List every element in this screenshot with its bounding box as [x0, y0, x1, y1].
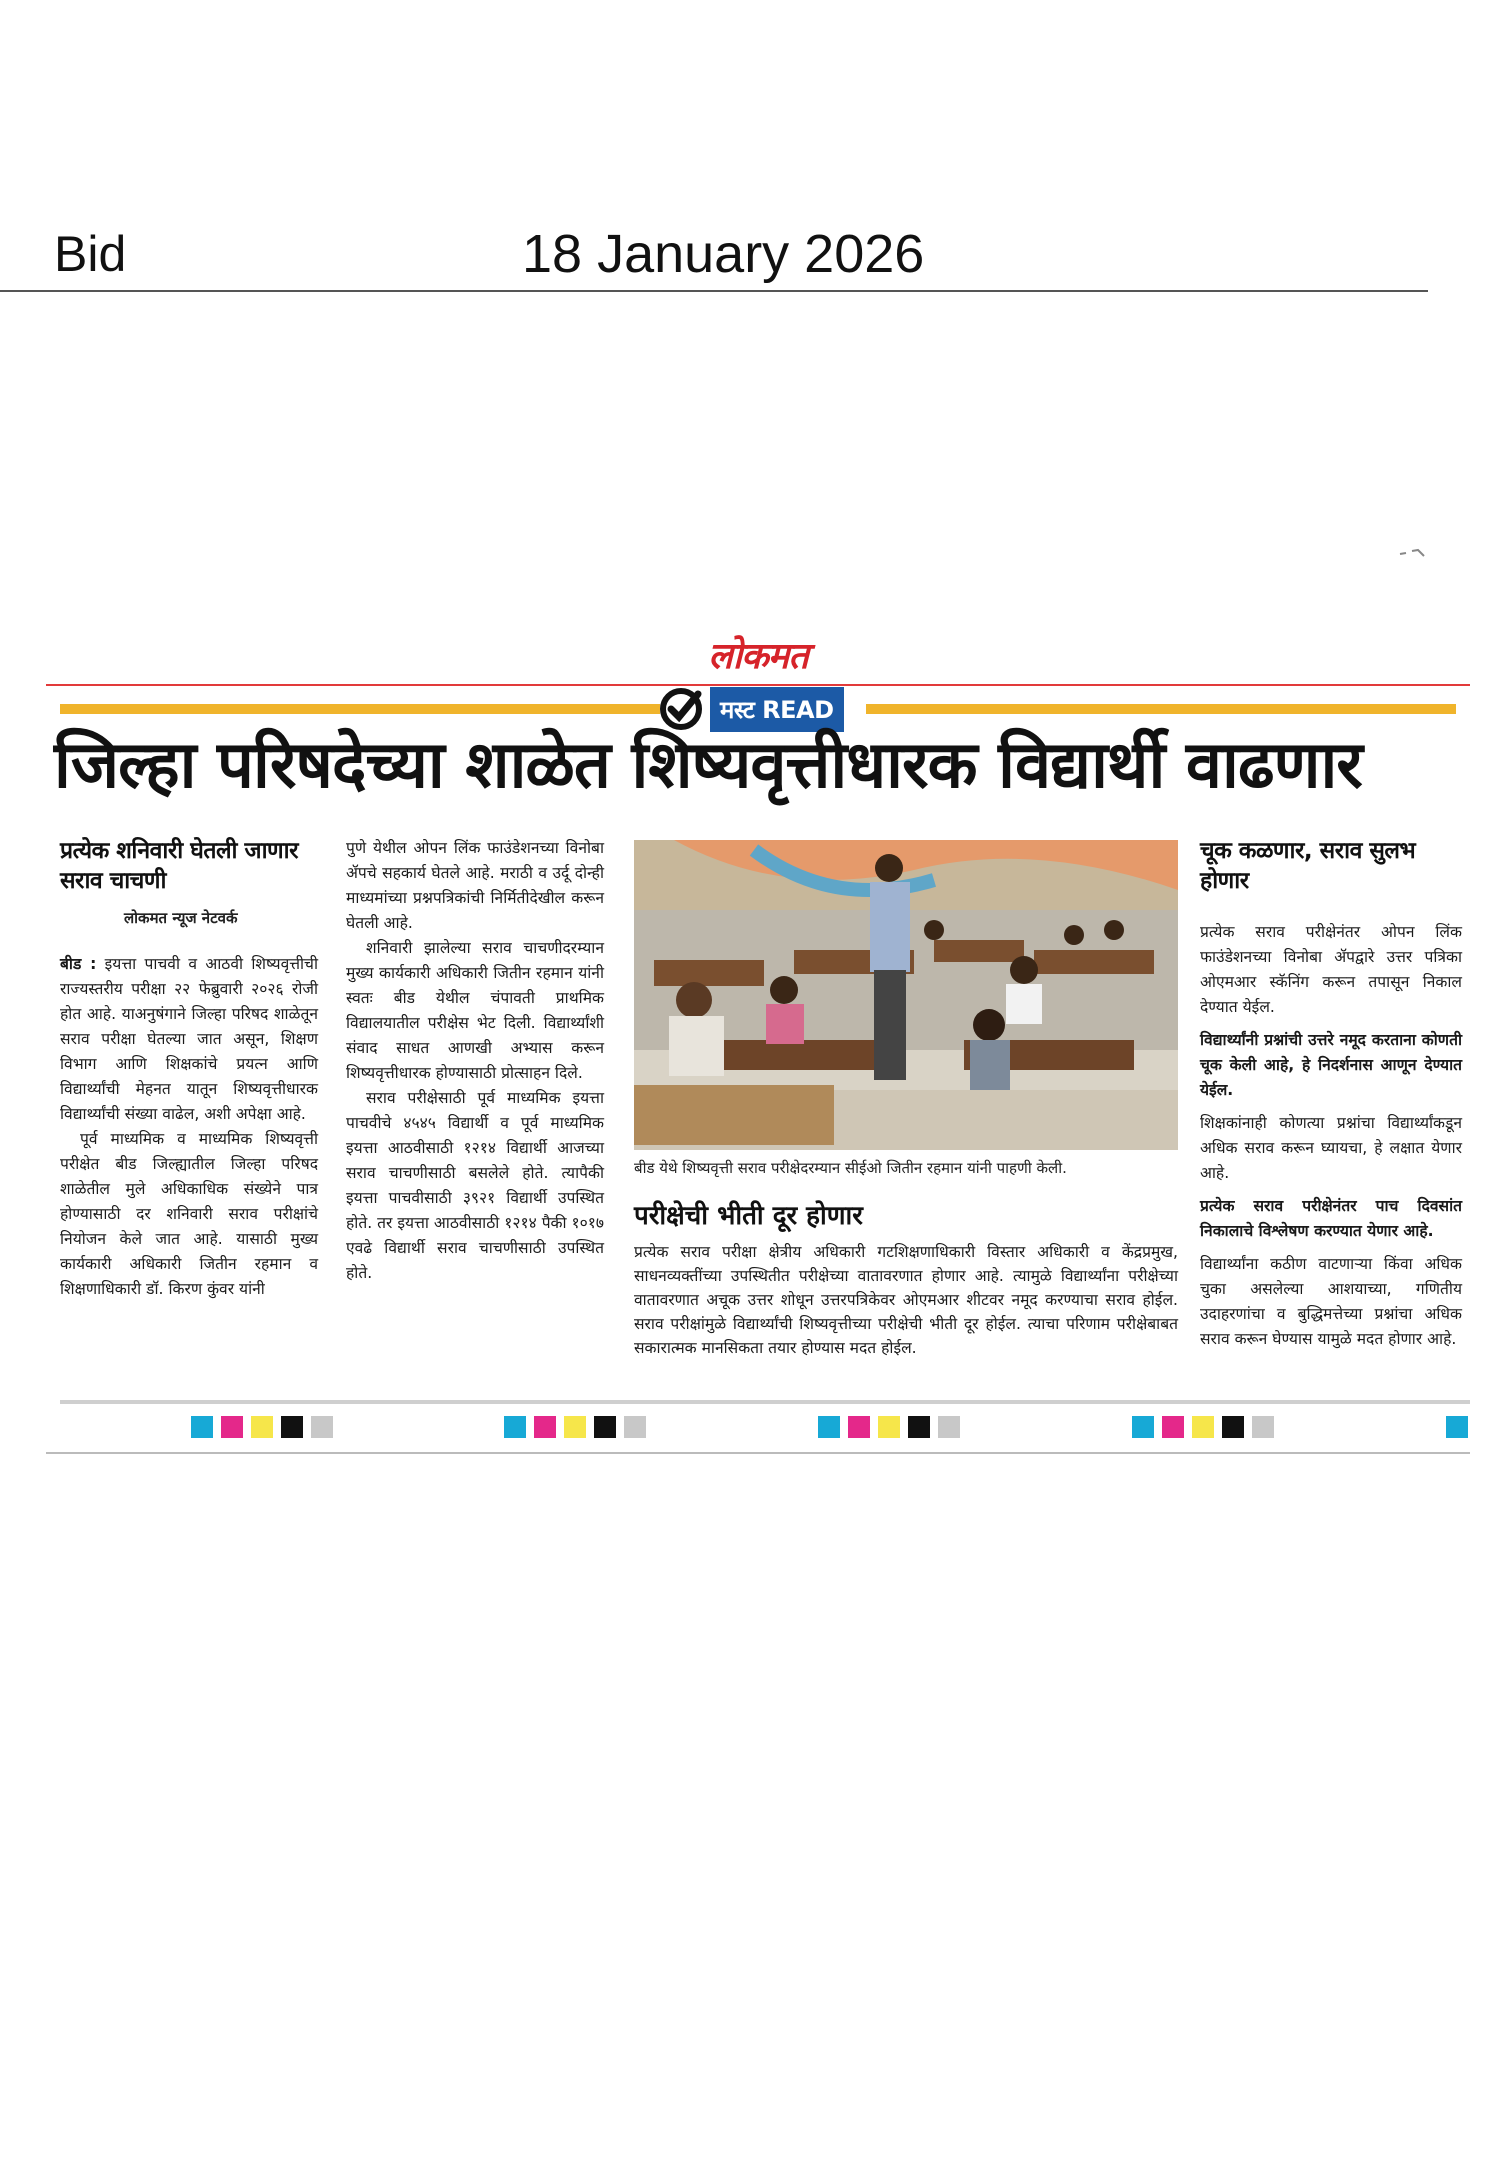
registration-swatch: [938, 1416, 960, 1438]
headline: जिल्हा परिषदेच्या शाळेत शिष्यवृत्तीधारक विद्यार्थी वाढणार: [54, 728, 1362, 803]
bottom-rule: [60, 1400, 1470, 1404]
registration-swatch: [624, 1416, 646, 1438]
col4-para-5: विद्यार्थ्यांना कठीण वाटणाऱ्या किंवा अधिक चुका असलेल्या आशयाच्या, गणितीय उदाहरणांचा व बुद्धिमत्तेच्या प्रश्नांचा अधिक सराव करून घेण्यास यामुळे मदत होणार आहे.: [1200, 1255, 1462, 1348]
registration-swatch: [1162, 1416, 1184, 1438]
column-1: [60, 952, 318, 1302]
col4-para-1: प्रत्येक सराव परीक्षेनंतर ओपन लिंक फाउंडेशनच्या विनोबा ॲपद्वारे उत्तर पत्रिका ओएमआर स्कॅनिंग करून तपासून निकाल देण्यात येईल.: [1200, 923, 1462, 1016]
page-header: [0, 215, 1428, 292]
col1-para-2: पूर्व माध्यमिक व माध्यमिक शिष्यवृत्ती परीक्षेत बीड जिल्ह्यातील जिल्हा परिषद शाळेतील मुले अधिकाधिक संख्येने पात्र होण्यासाठी दर शनिवारी सराव परीक्षांचे नियोजन केले जात आहे. यासाठी मुख्य कार्यकारी अधिकारी जितीन रहमान व शिक्षणाधिकारी डॉ. किरण कुंवर यांनी: [60, 1130, 318, 1298]
registration-swatch: [504, 1416, 526, 1438]
mid-subhead: परीक्षेची भीती दूर होणार: [634, 1201, 863, 1231]
registration-swatch: [1132, 1416, 1154, 1438]
masthead-logo: लोकमत: [708, 635, 808, 677]
mid-paragraph: प्रत्येक सराव परीक्षा क्षेत्रीय अधिकारी गटशिक्षणाधिकारी विस्तार अधिकारी व केंद्रप्रमुख, साधनव्यक्तींच्या उपस्थितीत परीक्षेच्या वातावरणात होणार आहे. त्यामुळे विद्यार्थ्यांना परीक्षेच्या वातावरणात अचूक उत्तर शोधून उत्तरपत्रिकेवर ओएमआर शीटवर नमूद करण्याचा सराव होईल. सराव परीक्षांमुळे विद्यार्थ्यांची शिष्यवृत्तीच्या परीक्षेची भीती दूर होईल. त्याचा परिणाम परीक्षेबाबत सकारात्मक मानसिकता तयार होण्यास मदत होईल.: [634, 1243, 1178, 1357]
registration-swatch: [818, 1416, 840, 1438]
registration-swatch: [1446, 1416, 1468, 1438]
column-4: [1200, 920, 1462, 1360]
classroom-photo: [634, 840, 1178, 1150]
registration-swatch: [878, 1416, 900, 1438]
col1-para-1: बीड : इयत्ता पाचवी व आठवी शिष्यवृत्तीची राज्यस्तरीय परीक्षा २२ फेब्रुवारी २०२६ रोजी होत आहे. याअनुषंगाने जिल्हा परिषद शाळेतून सराव परीक्षा घेतल्या जात असून, शिक्षण विभाग आणि शिक्षकांचे प्रयत्न आणि विद्यार्थ्यांची मेहनत यातून शिष्यवृत्तीधारक विद्यार्थ्यांची संख्या वाढेल, अशी अपेक्षा आहे.: [60, 955, 318, 1123]
edition-date: 18 January 2026: [522, 224, 925, 284]
registration-swatch: [281, 1416, 303, 1438]
registration-marks-1: [191, 1416, 333, 1438]
registration-marks-2: [504, 1416, 646, 1438]
col4-para-3: शिक्षकांनाही कोणत्या प्रश्नांचा विद्यार्थ्यांकडून अधिक सराव करून घ्यायचा, हे लक्षात येणार आहे.: [1200, 1114, 1462, 1182]
registration-swatch: [534, 1416, 556, 1438]
registration-swatch: [1222, 1416, 1244, 1438]
edition-city: Bid: [54, 226, 127, 282]
col4-subhead: चूक कळणार, सराव सुलभ होणार: [1200, 838, 1416, 894]
column-2: [346, 836, 604, 1286]
dateline: बीड :: [60, 955, 97, 973]
col2-para-2: शनिवारी झालेल्या सराव चाचणीदरम्यान मुख्य कार्यकारी अधिकारी जितीन रहमान यांनी स्वतः बीड येथील चंपावती प्राथमिक विद्यालयातील परीक्षेस भेट दिली. विद्यार्थ्यांशी संवाद साधत आणखी अभ्यास करून शिष्यवृत्तीधारक होण्यासाठी प्रोत्साहन दिले.: [346, 939, 604, 1082]
registration-swatch: [191, 1416, 213, 1438]
registration-swatch: [564, 1416, 586, 1438]
badge-label: मस्ट READ: [710, 687, 844, 732]
col2-para-1: पुणे येथील ओपन लिंक फाउंडेशनच्या विनोबा ॲपचे सहकार्य घेतले आहे. मराठी व उर्दू दोन्ही माध्यमांच्या प्रश्नपत्रिकांची निर्मितीदेखील करून घेतली आहे.: [346, 839, 604, 932]
registration-swatch: [251, 1416, 273, 1438]
decorative-band-left: [60, 704, 660, 714]
col4-para-4: प्रत्येक सराव परीक्षेनंतर पाच दिवसांत निकालाचे विश्लेषण करण्यात येणार आहे.: [1200, 1197, 1462, 1240]
photo-caption: बीड येथे शिष्यवृत्ती सराव परीक्षेदरम्यान सीईओ जितीन रहमान यांनी पाहणी केली.: [634, 1159, 1067, 1177]
registration-swatch: [221, 1416, 243, 1438]
newspaper-clipping: [46, 630, 1470, 1452]
check-circle-icon: [658, 686, 704, 732]
registration-swatch: [848, 1416, 870, 1438]
byline: लोकमत न्यूज नेटवर्क: [124, 909, 238, 927]
must-read-badge: [658, 686, 844, 732]
registration-marks-5: [1446, 1416, 1468, 1438]
clipping-bottom-border: [46, 1452, 1470, 1454]
registration-marks-3: [818, 1416, 960, 1438]
registration-swatch: [594, 1416, 616, 1438]
registration-swatch: [908, 1416, 930, 1438]
decorative-band-right: [866, 704, 1456, 714]
registration-swatch: [1192, 1416, 1214, 1438]
registration-marks-4: [1132, 1416, 1274, 1438]
col1-subhead: प्रत्येक शनिवारी घेतली जाणार सराव चाचणी: [60, 838, 299, 894]
scan-mark-icon: [1398, 548, 1428, 562]
col4-para-2: विद्यार्थ्यांनी प्रश्नांची उत्तरे नमूद करताना कोणती चूक केली आहे, हे निदर्शनास आणून देण्यात येईल.: [1200, 1031, 1462, 1099]
registration-swatch: [311, 1416, 333, 1438]
registration-swatch: [1252, 1416, 1274, 1438]
col2-para-3: सराव परीक्षेसाठी पूर्व माध्यमिक इयत्ता पाचवीचे ४५४५ विद्यार्थी व पूर्व माध्यमिक इयत्ता आठवीसाठी १२१४ विद्यार्थी आजच्या सराव चाचणीसाठी बसलेले होते. त्यापैकी इयत्ता पाचवीसाठी ३९२१ विद्यार्थी उपस्थित होते. तर इयत्ता आठवीसाठी १२१४ पैकी १०१७ एवढे विद्यार्थी सराव चाचणीसाठी उपस्थित होते.: [346, 1089, 604, 1282]
